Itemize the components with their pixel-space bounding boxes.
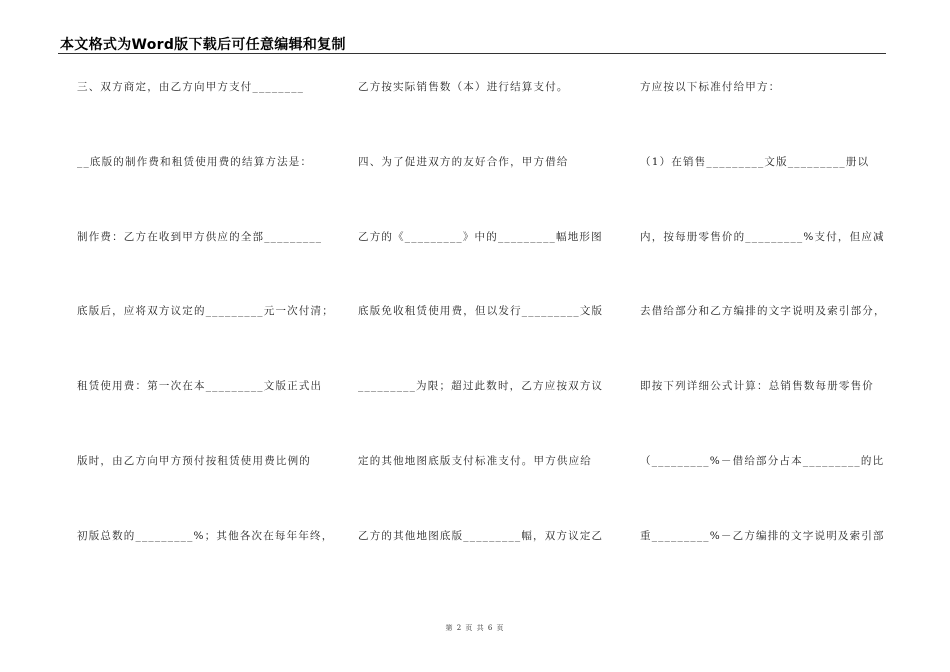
text-line: 底版后，应将双方议定的_________元一次付清；	[77, 305, 334, 317]
page-number-footer: 第 2 页 共 6 页	[445, 624, 505, 632]
text-line: （1）在销售_________文版_________册以	[640, 156, 870, 168]
text-line: 制作费：乙方在收到甲方供应的全部_________	[77, 231, 323, 243]
text-line: 重_________%－乙方编排的文字说明及索引部	[640, 530, 885, 542]
text-column-2	[358, 0, 623, 672]
text-line: 即按下列详细公式计算：总销售数每册零售价	[640, 380, 874, 392]
text-line: 底版免收租赁使用费，但以发行_________文版	[358, 305, 604, 317]
text-line: 去借给部分和乙方编排的文字说明及索引部分，	[640, 305, 886, 317]
text-line: （_________%－借给部分占本_________的比	[640, 455, 885, 467]
text-line: 定的其他地图底版支付标准支付。甲方供应给	[358, 455, 592, 467]
text-line: 版时，由乙方向甲方预付按租赁使用费比例的	[77, 455, 311, 467]
document-header-title: 本文格式为Word版下载后可任意编辑和复制	[60, 37, 346, 53]
text-line: 三、双方商定，由乙方向甲方支付________	[77, 81, 305, 93]
text-line: 初版总数的_________%；其他各次在每年年终，	[77, 530, 334, 542]
text-line: 乙方按实际销售数（本）进行结算支付。	[358, 81, 569, 93]
text-line: 方应按以下标准付给甲方：	[640, 81, 781, 93]
text-column-1	[77, 0, 342, 672]
text-line: 乙方的《_________》中的_________幅地形图	[358, 231, 603, 243]
text-line: 租赁使用费：第一次在本_________文版正式出	[77, 380, 323, 392]
text-line: 内，按每册零售价的_________%支付，但应减	[640, 231, 885, 243]
text-line: 乙方的其他地图底版_________幅，双方议定乙	[358, 530, 604, 542]
text-line: 四、为了促进双方的友好合作，甲方借给	[358, 156, 569, 168]
text-column-3	[640, 0, 905, 672]
text-line: _________为限；超过此数时，乙方应按双方议	[358, 380, 604, 392]
text-line: __底版的制作费和租赁使用费的结算方法是：	[77, 156, 313, 168]
